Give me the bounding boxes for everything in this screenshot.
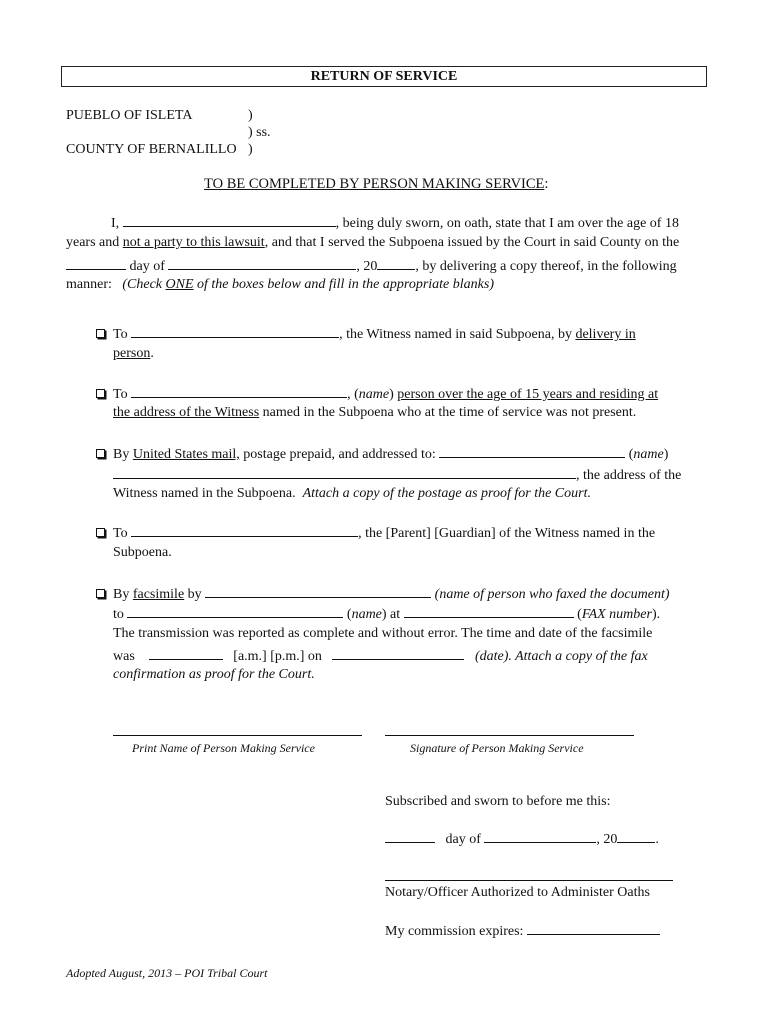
- footer-adopted: Adopted August, 2013 – POI Tribal Court: [66, 966, 268, 980]
- notary-month-blank[interactable]: [484, 830, 596, 843]
- print-name-label: Print Name of Person Making Service: [132, 741, 315, 755]
- signature-label: Signature of Person Making Service: [410, 741, 584, 755]
- notary-officer-label: Notary/Officer Authorized to Administer Oaths: [385, 885, 650, 900]
- commission-line: My commission expires:: [385, 922, 660, 940]
- caption-ss: ) ss.: [248, 125, 271, 140]
- year-blank[interactable]: [377, 257, 415, 270]
- intro-line-3: day of , 20 , by delivering a copy thereof, in the following: [66, 257, 677, 275]
- option-5-line-2: to (name) at (FAX number).: [113, 607, 661, 622]
- option-1-checkbox[interactable]: [96, 329, 105, 338]
- option-4-line-2: Subpoena.: [113, 545, 172, 560]
- option-5-line-1: By facsimile by (name of person who faxed the document): [113, 587, 670, 602]
- option-2-checkbox[interactable]: [96, 389, 105, 398]
- month-blank[interactable]: [168, 257, 356, 270]
- option-5-recipient-blank[interactable]: [127, 605, 343, 618]
- caption-county: COUNTY OF BERNALILLO: [66, 142, 237, 157]
- day-blank[interactable]: [66, 257, 126, 270]
- option-4-checkbox[interactable]: [96, 528, 105, 537]
- option-3-line-3: Witness named in the Subpoena. Attach a copy of the postage as proof for the Court.: [113, 486, 591, 501]
- option-5-line-3: The transmission was reported as complete and without error. The time and date of the facsimile: [113, 626, 653, 641]
- intro-line-4: manner: (Check ONE of the boxes below and fill in the appropriate blanks): [66, 277, 494, 292]
- option-1-line-2: person.: [113, 346, 154, 361]
- option-5-line-5: confirmation as proof for the Court.: [113, 667, 315, 682]
- caption-paren-3: ): [248, 142, 253, 157]
- signature-line[interactable]: [385, 735, 634, 736]
- caption-pueblo: PUEBLO OF ISLETA: [66, 108, 193, 123]
- option-4-line-1: To , the [Parent] [Guardian] of the Witness named in the: [113, 526, 656, 541]
- option-1-name-blank[interactable]: [131, 325, 339, 338]
- option-5-time-blank[interactable]: [149, 647, 223, 660]
- option-5-sender-blank[interactable]: [205, 585, 431, 598]
- print-name-line[interactable]: [113, 735, 362, 736]
- option-5-line-4: was [a.m.] [p.m.] on (date). Attach a copy of the fax: [113, 649, 648, 664]
- server-name-blank[interactable]: [123, 214, 336, 227]
- option-5-fax-blank[interactable]: [404, 605, 574, 618]
- option-3-address-blank[interactable]: [113, 466, 576, 479]
- option-3-line-2: , the address of the: [113, 466, 681, 484]
- option-2-line-2: the address of the Witness named in the Subpoena who at the time of service was not present.: [113, 405, 637, 420]
- option-5-date-blank[interactable]: [332, 647, 464, 660]
- option-2-line-1: To , (name) person over the age of 15 years and residing at: [113, 387, 659, 402]
- notary-day-blank[interactable]: [385, 830, 435, 843]
- instruction-heading: TO BE COMPLETED BY PERSON MAKING SERVICE:: [204, 176, 549, 192]
- option-4-name-blank[interactable]: [131, 524, 358, 537]
- notary-year-blank[interactable]: [617, 830, 655, 843]
- notary-signature-line[interactable]: [385, 880, 673, 881]
- option-1-line-1: To , the Witness named in said Subpoena, by delivery in: [113, 327, 636, 342]
- commission-expires-blank[interactable]: [527, 922, 660, 935]
- option-3-checkbox[interactable]: [96, 449, 105, 458]
- option-3-name-blank[interactable]: [439, 445, 625, 458]
- option-5-checkbox[interactable]: [96, 589, 105, 598]
- document-title: RETURN OF SERVICE: [61, 66, 707, 87]
- intro-line-2: years and not a party to this lawsuit, and that I served the Subpoena issued by the Court in said County on the: [66, 235, 680, 250]
- option-3-line-1: By United States mail, postage prepaid, and addressed to: (name): [113, 447, 669, 462]
- intro-line-1: I, , being duly sworn, on oath, state that I am over the age of 18: [111, 216, 679, 231]
- caption-paren-1: ): [248, 108, 253, 123]
- subscribed-text: Subscribed and sworn to before me this:: [385, 794, 611, 809]
- notary-date-line: day of , 20 .: [385, 830, 659, 848]
- option-2-name-blank[interactable]: [131, 385, 347, 398]
